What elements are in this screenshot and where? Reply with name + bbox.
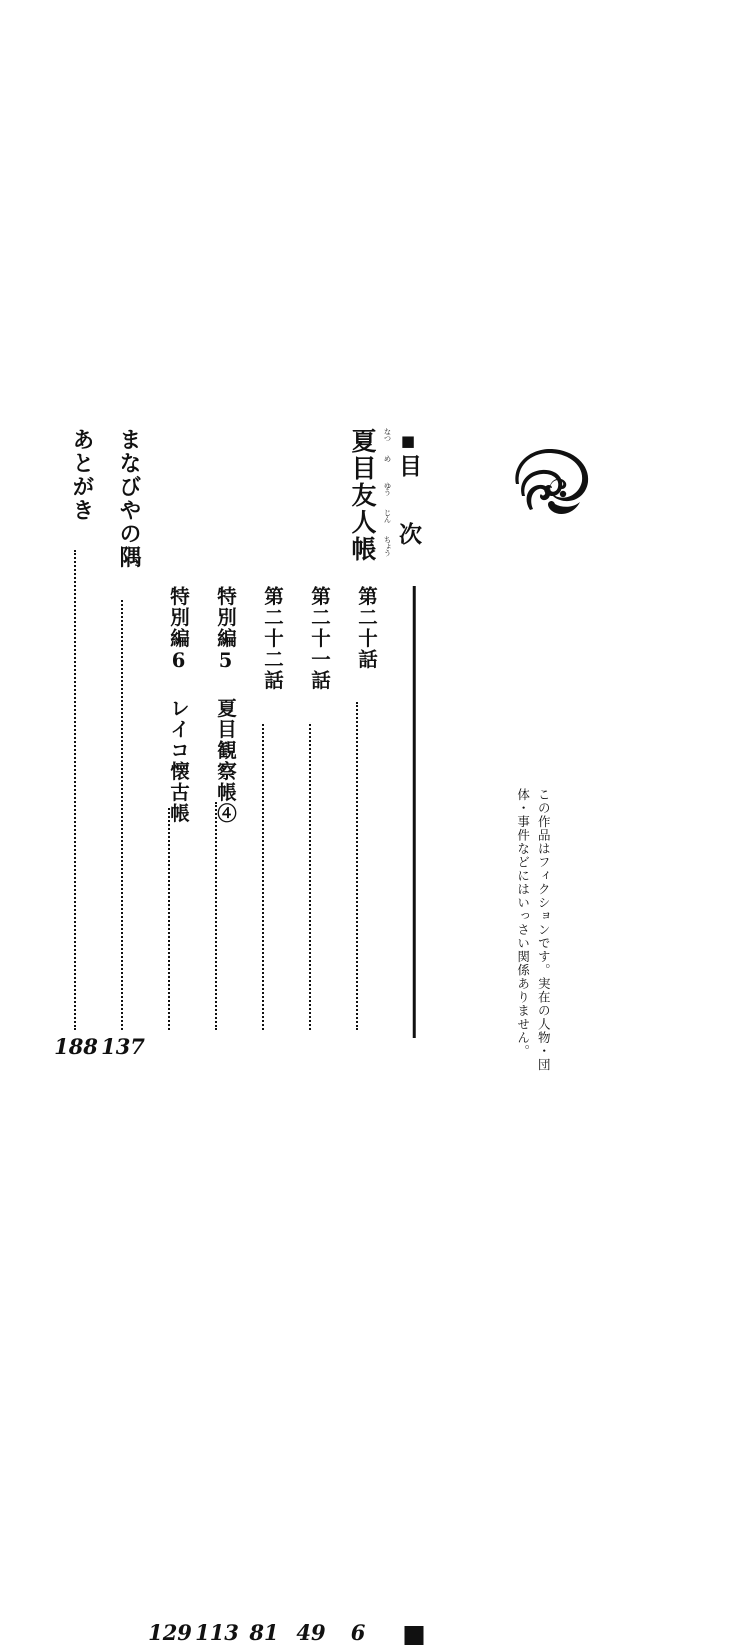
leader-dots	[168, 808, 172, 1030]
toc-entry-label: まなびやの隅	[116, 428, 142, 569]
entry-square-marker	[405, 1626, 424, 1645]
leader-dots	[356, 702, 360, 1030]
leader-dots	[121, 600, 125, 1030]
series-title-char-ruby: ゆう	[383, 482, 392, 495]
series-title-char-base: 帳	[348, 536, 377, 563]
series-title-char-ruby: め	[383, 455, 392, 462]
toc-entry-page: 129	[148, 1620, 192, 1645]
page-title	[392, 432, 425, 554]
page-title-text: 目 次	[395, 454, 422, 554]
leader-rule	[413, 586, 416, 1038]
toc-entry-label: 第二十話	[355, 586, 378, 670]
series-title-char	[344, 455, 392, 482]
toc-entry-page: 6	[350, 1620, 366, 1645]
disclaimer-text: この作品はフィクションです。実在の人物・団体・事件などにはいっさい関係ありません。	[515, 788, 552, 1072]
toc-entry-page: 137	[101, 1034, 145, 1059]
toc-entry-label: 特別編5 夏目観察帳④	[214, 586, 237, 824]
leader-dots	[309, 724, 313, 1030]
series-title-char	[344, 536, 392, 563]
bullet-square-icon: ■	[399, 432, 417, 454]
toc-entry-page: 188	[54, 1034, 98, 1059]
toc-entry-label: 特別編6 レイコ懐古帳	[167, 586, 190, 824]
toc-entry-label: 第二十二話	[261, 586, 284, 691]
series-title-char-ruby: なつ	[383, 428, 392, 441]
toc-entry-page: 49	[296, 1620, 326, 1645]
toc-entry-label: 第二十一話	[308, 586, 331, 691]
series-title-char	[344, 509, 392, 536]
series-title-char-base: 人	[348, 509, 377, 536]
leader-dots	[215, 802, 219, 1030]
series-title-char-base: 目	[348, 455, 377, 482]
toc-entry-page: 81	[249, 1620, 279, 1645]
series-title-char	[344, 482, 392, 509]
series-title-char-ruby: じん	[383, 509, 392, 522]
toc-entry-page: 113	[195, 1620, 239, 1645]
series-title-char-base: 夏	[348, 428, 377, 455]
series-title-char-ruby: ちょう	[383, 536, 392, 556]
leader-dots	[74, 550, 78, 1030]
series-title-char	[344, 428, 392, 455]
series-title-char-base: 友	[348, 482, 377, 509]
leader-dots	[262, 724, 266, 1030]
swirl-emblem-icon	[500, 438, 600, 538]
series-title	[344, 428, 392, 563]
toc-entry-label: あとがき	[69, 428, 95, 522]
